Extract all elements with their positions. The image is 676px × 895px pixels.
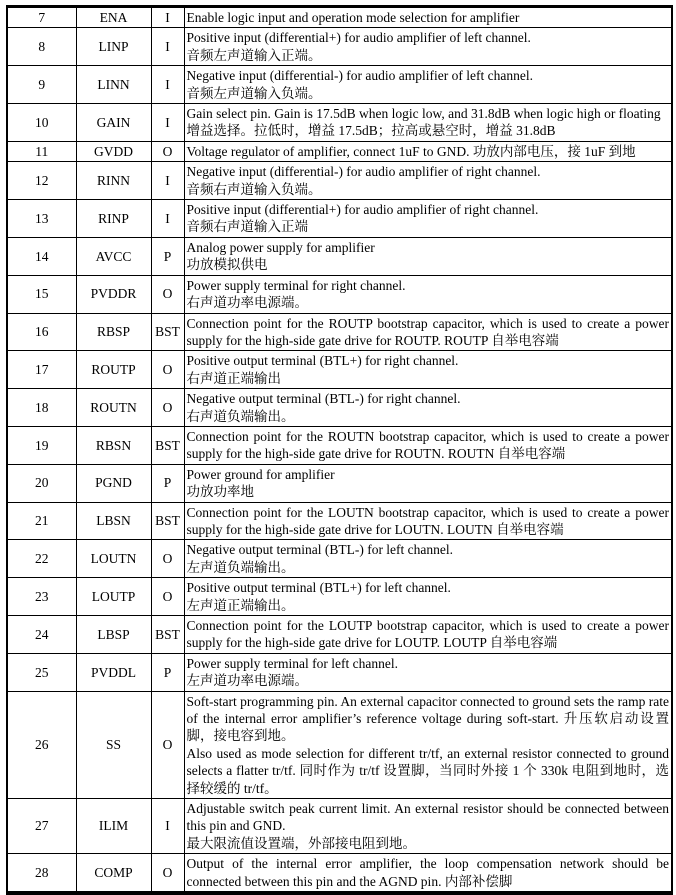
- pin-description-cell: [184, 389, 672, 427]
- table-row: [7, 275, 672, 313]
- pin-name-cell: GVDD: [76, 141, 151, 161]
- description-line: Adjustable switch peak current limit. An external resistor should be connected between this pin and GND.: [186, 801, 669, 834]
- pin-name-cell: RINN: [76, 162, 151, 200]
- pin-type-cell: O: [151, 351, 184, 389]
- pin-description-cell: [184, 691, 672, 798]
- pin-name-cell: ROUTP: [76, 351, 151, 389]
- pin-type-cell: O: [151, 578, 184, 616]
- pin-type-cell: O: [151, 141, 184, 161]
- table-row: [7, 28, 672, 66]
- description-line: Enable logic input and operation mode selection for amplifier: [186, 10, 520, 25]
- pin-number-cell: 14: [7, 237, 76, 275]
- pin-type-cell: BST: [151, 426, 184, 464]
- pin-description-cell: [184, 799, 672, 854]
- pin-description-cell: [184, 104, 672, 142]
- pin-description-cell: [184, 653, 672, 691]
- table-row: [7, 653, 672, 691]
- pin-description-cell: [184, 616, 672, 654]
- description-line: Voltage regulator of amplifier, connect 1uF to GND. 功放内部电压，接 1uF 到地: [186, 143, 636, 159]
- description-line: Negative output terminal (BTL-) for right channel.: [186, 391, 461, 407]
- table-row: [7, 313, 672, 351]
- description-line: Also used as mode selection for different tr/tf, an external resistor connected to ground selects a flatter tr/tf. 同时作为 tr/tf 设置脚，当同时外接 1 个 330k 电阻到地时，选择较缓的 tr/tf。: [186, 745, 669, 796]
- pin-description-cell: [184, 237, 672, 275]
- pin-name-cell: LINP: [76, 28, 151, 66]
- pin-number-cell: 28: [7, 854, 76, 893]
- pin-name-cell: RBSN: [76, 426, 151, 464]
- description-line: 右声道正端输出: [186, 370, 281, 386]
- pin-description-cell: [184, 7, 672, 28]
- pin-description-cell: [184, 464, 672, 502]
- table-row: [7, 616, 672, 654]
- description-line: 音频右声道输入负端。: [186, 181, 322, 197]
- pin-description-cell: [184, 351, 672, 389]
- pin-description-cell: [184, 28, 672, 66]
- pin-description-cell: [184, 502, 672, 540]
- pin-number-cell: 16: [7, 313, 76, 351]
- pin-description-cell: [184, 854, 672, 893]
- pin-name-cell: PGND: [76, 464, 151, 502]
- pin-name-cell: RBSP: [76, 313, 151, 351]
- pin-name-cell: AVCC: [76, 237, 151, 275]
- table-row: [7, 540, 672, 578]
- table-row: [7, 162, 672, 200]
- description-line: Power ground for amplifier: [186, 466, 335, 482]
- description-line: 增益选择。拉低时，增益 17.5dB；拉高或悬空时，增益 31.8dB: [186, 123, 556, 139]
- table-row: [7, 141, 672, 161]
- pin-number-cell: 26: [7, 691, 76, 798]
- table-row: [7, 7, 672, 28]
- pin-number-cell: 10: [7, 104, 76, 142]
- pin-number-cell: 9: [7, 66, 76, 104]
- pin-number-cell: 22: [7, 540, 76, 578]
- pin-number-cell: 13: [7, 200, 76, 238]
- table-row: [7, 854, 672, 893]
- table-row: [7, 464, 672, 502]
- pin-number-cell: 19: [7, 426, 76, 464]
- pin-description-cell: [184, 200, 672, 238]
- description-line: Power supply terminal for right channel.: [186, 277, 406, 293]
- table-row: [7, 237, 672, 275]
- pin-type-cell: O: [151, 275, 184, 313]
- pin-number-cell: 18: [7, 389, 76, 427]
- table-row: [7, 578, 672, 616]
- pin-type-cell: P: [151, 237, 184, 275]
- description-line: Negative input (differential-) for audio amplifier of right channel.: [186, 164, 541, 180]
- description-line: Positive output terminal (BTL+) for right channel.: [186, 353, 459, 369]
- description-line: Analog power supply for amplifier: [186, 239, 375, 255]
- table-row: [7, 66, 672, 104]
- pin-number-cell: 25: [7, 653, 76, 691]
- pin-type-cell: BST: [151, 616, 184, 654]
- description-line: 功放模拟供电: [186, 257, 268, 273]
- pin-type-cell: P: [151, 464, 184, 502]
- description-line: Connection point for the LOUTP bootstrap capacitor, which is used to create a power supply for the high-side gate drive for LOUTP. LOUTP 自举电容端: [186, 618, 669, 651]
- pin-type-cell: O: [151, 540, 184, 578]
- table-row: [7, 351, 672, 389]
- table-row: [7, 200, 672, 238]
- pin-name-cell: LBSN: [76, 502, 151, 540]
- description-line: 右声道负端输出。: [186, 408, 295, 424]
- pin-type-cell: I: [151, 28, 184, 66]
- pin-description-cell: [184, 275, 672, 313]
- pin-type-cell: BST: [151, 502, 184, 540]
- pin-description-cell: [184, 426, 672, 464]
- pin-name-cell: ILIM: [76, 799, 151, 854]
- description-line: 音频左声道输入负端。: [186, 85, 322, 101]
- pin-description-cell: [184, 578, 672, 616]
- pin-name-cell: ROUTN: [76, 389, 151, 427]
- pin-number-cell: 8: [7, 28, 76, 66]
- description-line: 功放功率地: [186, 484, 254, 500]
- pin-type-cell: O: [151, 389, 184, 427]
- pin-description-cell: [184, 141, 672, 161]
- pin-type-cell: I: [151, 799, 184, 854]
- description-line: Negative input (differential-) for audio amplifier of left channel.: [186, 68, 533, 84]
- pin-type-cell: O: [151, 691, 184, 798]
- pin-description-cell: [184, 66, 672, 104]
- pin-number-cell: 7: [7, 7, 76, 28]
- pin-table-body: [7, 7, 672, 894]
- description-line: Negative output terminal (BTL-) for left channel.: [186, 542, 454, 558]
- description-line: Connection point for the ROUTP bootstrap capacitor, which is used to create a power supply for the high-side gate drive for ROUTP. ROUTP 自举电容端: [186, 315, 669, 348]
- pin-description-cell: [184, 313, 672, 351]
- description-line: 右声道功率电源端。: [186, 295, 308, 311]
- pin-number-cell: 12: [7, 162, 76, 200]
- pin-type-cell: P: [151, 653, 184, 691]
- description-line: 音频左声道输入正端。: [186, 47, 322, 63]
- pin-name-cell: LOUTP: [76, 578, 151, 616]
- pin-type-cell: I: [151, 200, 184, 238]
- pin-number-cell: 15: [7, 275, 76, 313]
- table-row: [7, 502, 672, 540]
- pin-type-cell: I: [151, 104, 184, 142]
- pin-type-cell: I: [151, 162, 184, 200]
- pin-name-cell: COMP: [76, 854, 151, 893]
- description-line: 最大限流值设置端，外部接电阻到地。: [186, 835, 416, 851]
- pin-type-cell: BST: [151, 313, 184, 351]
- pin-number-cell: 21: [7, 502, 76, 540]
- pin-name-cell: LOUTN: [76, 540, 151, 578]
- description-line: 音频右声道输入正端: [186, 219, 308, 235]
- description-line: Connection point for the LOUTN bootstrap capacitor, which is used to create a power supply for the high-side gate drive for LOUTN. LOUTN 自举电容端: [186, 504, 669, 537]
- description-line: 左声道正端输出。: [186, 597, 295, 613]
- description-line: Positive output terminal (BTL+) for left channel.: [186, 580, 451, 596]
- pin-description-cell: [184, 540, 672, 578]
- description-line: Power supply terminal for left channel.: [186, 655, 398, 671]
- pin-type-cell: I: [151, 7, 184, 28]
- table-row: [7, 799, 672, 854]
- pin-name-cell: LBSP: [76, 616, 151, 654]
- description-line: Output of the internal error amplifier, the loop compensation network should be connected between this pin and the AGND pin. 内部补偿脚: [186, 856, 669, 889]
- pin-type-cell: O: [151, 854, 184, 893]
- pin-number-cell: 27: [7, 799, 76, 854]
- pin-number-cell: 11: [7, 141, 76, 161]
- pin-name-cell: PVDDR: [76, 275, 151, 313]
- description-line: Gain select pin. Gain is 17.5dB when logic low, and 31.8dB when logic high or floating: [186, 106, 661, 122]
- pin-name-cell: SS: [76, 691, 151, 798]
- table-row: [7, 691, 672, 798]
- pin-description-cell: [184, 162, 672, 200]
- pin-number-cell: 20: [7, 464, 76, 502]
- pin-name-cell: ENA: [76, 7, 151, 28]
- description-line: 左声道功率电源端。: [186, 673, 308, 689]
- table-row: [7, 426, 672, 464]
- table-row: [7, 104, 672, 142]
- description-line: Positive input (differential+) for audio amplifier of right channel.: [186, 202, 539, 218]
- description-line: Soft-start programming pin. An external capacitor connected to ground sets the ramp rate of the internal error amplifier’s reference voltage during soft-start. 升压软启动设置脚，接电容到地。: [186, 693, 669, 744]
- pin-name-cell: LINN: [76, 66, 151, 104]
- pin-number-cell: 23: [7, 578, 76, 616]
- table-row: [7, 389, 672, 427]
- pin-name-cell: RINP: [76, 200, 151, 238]
- pin-name-cell: PVDDL: [76, 653, 151, 691]
- description-line: Connection point for the ROUTN bootstrap capacitor, which is used to create a power supply for the high-side gate drive for ROUTN. ROUTN 自举电容端: [186, 428, 669, 462]
- description-line: 左声道负端输出。: [186, 559, 295, 575]
- pin-type-cell: I: [151, 66, 184, 104]
- description-line: Positive input (differential+) for audio amplifier of left channel.: [186, 30, 531, 46]
- pin-name-cell: GAIN: [76, 104, 151, 142]
- pin-number-cell: 24: [7, 616, 76, 654]
- pin-number-cell: 17: [7, 351, 76, 389]
- pin-description-table: [6, 5, 673, 895]
